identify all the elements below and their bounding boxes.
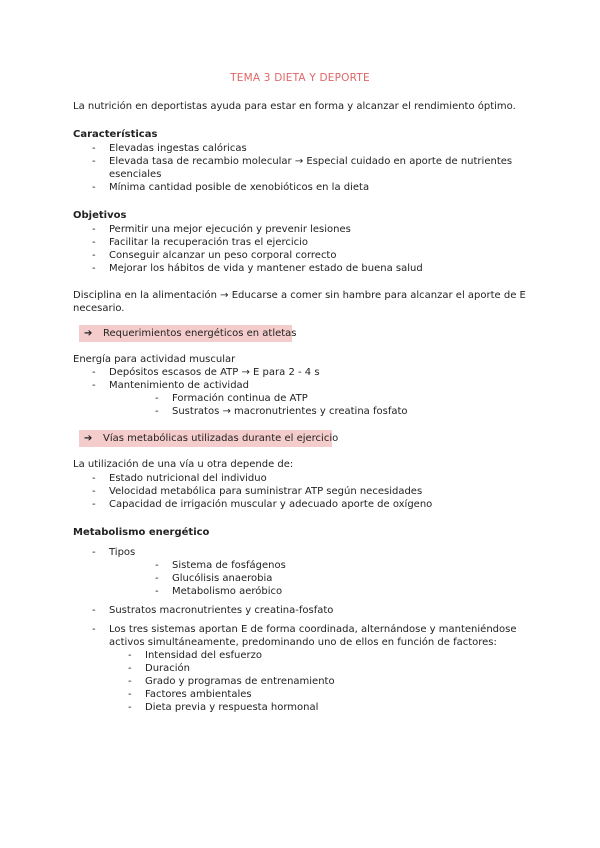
bullet-dash: -	[92, 156, 96, 167]
bullet-dash: -	[92, 263, 96, 274]
section-heading-metabolismo: Metabolismo energético	[73, 527, 210, 538]
highlight-text: Requerimientos energéticos en atletas	[103, 328, 297, 339]
bullet-dash: -	[92, 473, 96, 484]
list-item: Conseguir alcanzar un peso corporal correcto	[109, 250, 337, 261]
arrow-bullet-icon: ➔	[84, 328, 93, 339]
list-item: Depósitos escasos de ATP → E para 2 - 4 s	[109, 367, 320, 378]
sub-bullet-dash: -	[128, 689, 132, 700]
sub-list-item: Metabolismo aeróbico	[172, 586, 283, 597]
list-item: Los tres sistemas aportan E de forma coordinada, alternándose y manteniéndose	[109, 624, 517, 635]
list-item: Permitir una mejor ejecución y prevenir lesiones	[109, 224, 351, 235]
sub-bullet-dash: -	[128, 650, 132, 661]
bullet-dash: -	[92, 182, 96, 193]
intro-text: La nutrición en deportistas ayuda para estar en forma y alcanzar el rendimiento óptimo.	[73, 101, 516, 112]
sub-bullet-dash: -	[128, 702, 132, 713]
list-item: Estado nutricional del individuo	[109, 473, 267, 484]
sub-list-item: Grado y programas de entrenamiento	[145, 676, 335, 687]
list-item: Elevada tasa de recambio molecular → Especial cuidado en aporte de nutrientes	[109, 156, 513, 167]
list-item: Facilitar la recuperación tras el ejercicio	[109, 237, 309, 248]
sub-list-item: Factores ambientales	[145, 689, 252, 700]
sub-bullet-dash: -	[128, 676, 132, 687]
bullet-dash: -	[92, 624, 96, 635]
list-item: Mantenimiento de actividad	[109, 380, 250, 391]
sub-list-item: Glucólisis anaerobia	[172, 573, 273, 584]
sub-bullet-dash: -	[155, 560, 159, 571]
list-item: Mínima cantidad posible de xenobióticos en la dieta	[109, 182, 370, 193]
list-item-continuation: esenciales	[109, 169, 162, 180]
list-item: Mejorar los hábitos de vida y mantener estado de buena salud	[109, 263, 423, 274]
bullet-dash: -	[92, 605, 96, 616]
section-heading-objetivos: Objetivos	[73, 210, 127, 221]
sub-list-item: Duración	[145, 663, 191, 674]
sub-bullet-dash: -	[155, 406, 159, 417]
bullet-dash: -	[92, 224, 96, 235]
bullet-dash: -	[92, 250, 96, 261]
list-item: Velocidad metabólica para suministrar ATP según necesidades	[109, 486, 423, 497]
list-item: Capacidad de irrigación muscular y adecuado aporte de oxígeno	[109, 499, 433, 510]
sub-bullet-dash: -	[155, 586, 159, 597]
utilizacion-heading: La utilización de una vía u otra depende de:	[73, 459, 294, 470]
sub-list-item: Formación continua de ATP	[172, 393, 308, 404]
bullet-dash: -	[92, 486, 96, 497]
sub-list-item: Intensidad del esfuerzo	[145, 650, 262, 661]
highlight-text: Vías metabólicas utilizadas durante el ejercicio	[103, 433, 339, 444]
sub-list-item: Sistema de fosfágenos	[172, 560, 286, 571]
bullet-dash: -	[92, 380, 96, 391]
sub-bullet-dash: -	[128, 663, 132, 674]
disciplina-text-continuation: necesario.	[73, 303, 125, 314]
sub-list-item: Dieta previa y respuesta hormonal	[145, 702, 319, 713]
list-item: Tipos	[109, 547, 136, 558]
page-title: TEMA 3 DIETA Y DEPORTE	[230, 72, 370, 84]
bullet-dash: -	[92, 367, 96, 378]
sub-bullet-dash: -	[155, 573, 159, 584]
bullet-dash: -	[92, 499, 96, 510]
disciplina-text: Disciplina en la alimentación → Educarse a comer sin hambre para alcanzar el aporte de E	[73, 290, 526, 301]
bullet-dash: -	[92, 143, 96, 154]
list-item: Sustratos macronutrientes y creatina-fosfato	[109, 605, 334, 616]
bullet-dash: -	[92, 547, 96, 558]
sub-list-item: Sustratos → macronutrientes y creatina fosfato	[172, 406, 408, 417]
bullet-dash: -	[92, 237, 96, 248]
list-item: Elevadas ingestas calóricas	[109, 143, 247, 154]
energia-heading: Energía para actividad muscular	[73, 354, 236, 365]
arrow-bullet-icon: ➔	[84, 433, 93, 444]
sub-bullet-dash: -	[155, 393, 159, 404]
section-heading-caracteristicas: Características	[73, 129, 158, 140]
list-item-continuation: activos simultáneamente, predominando uno de ellos en función de factores:	[109, 637, 497, 648]
